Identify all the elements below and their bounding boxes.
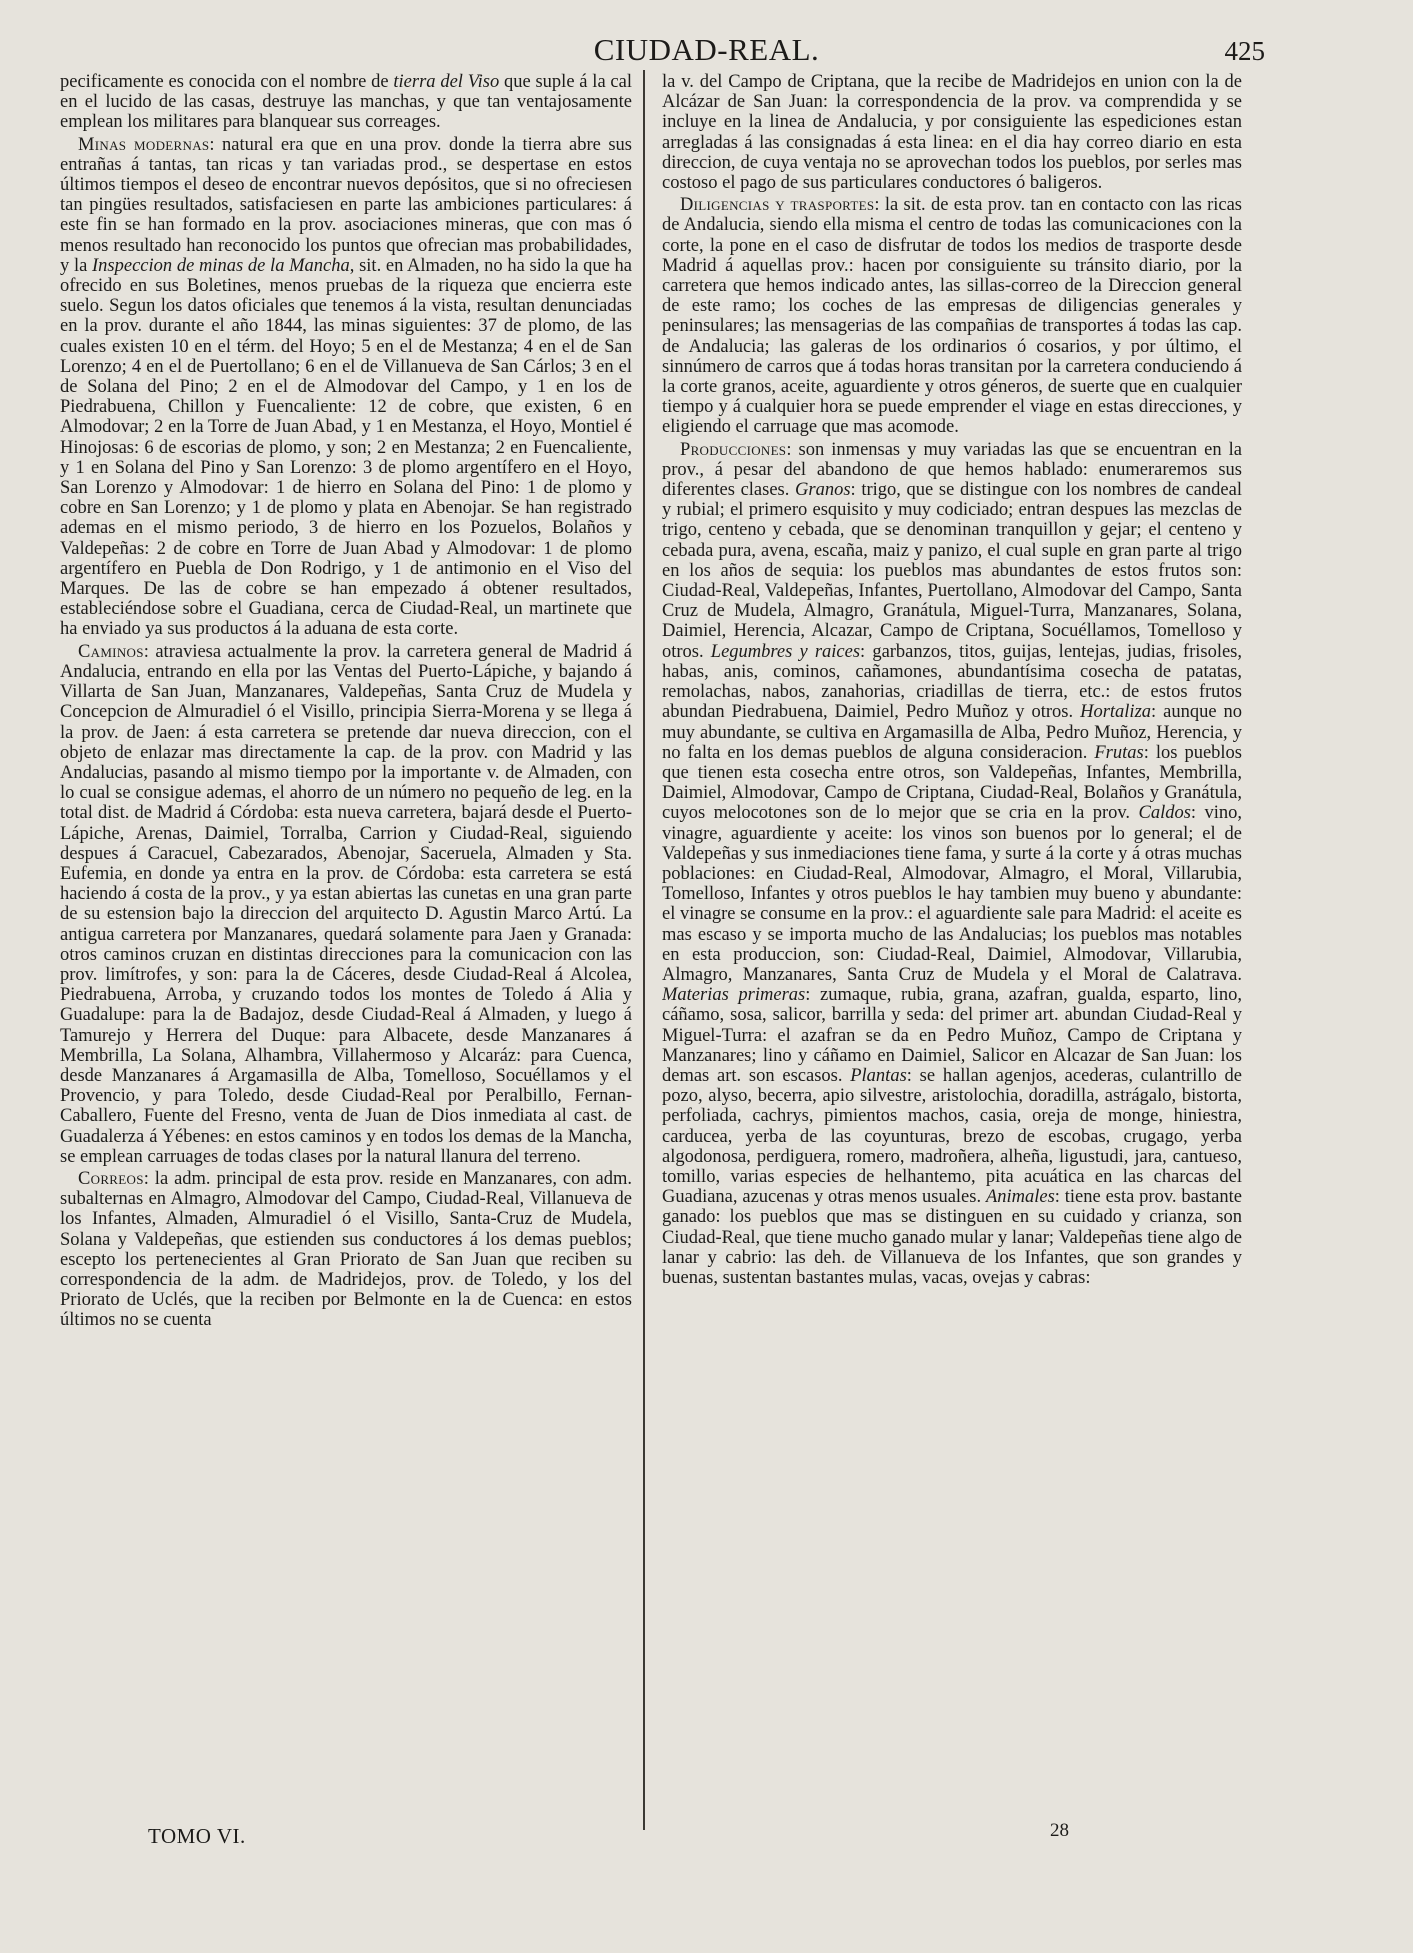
paragraph-text: : garbanzos, titos, guijas, lentejas, judias, frisoles, habas, anis, cominos, cañamones, abundantísima cosecha de patatas, remolachas, nabos, zanahorias, criadillas de tierra, etc.: de estos frutos abundan Piedrabuena, Daimiel, Pedro Muñoz y otros. bbox=[662, 641, 1242, 723]
left-column bbox=[60, 72, 632, 1818]
section-heading: Correos bbox=[78, 1168, 144, 1189]
section-heading: Producciones bbox=[680, 439, 787, 460]
paragraph bbox=[60, 135, 632, 640]
italic-term: Frutas bbox=[1094, 742, 1144, 763]
paragraph bbox=[662, 440, 1242, 1289]
paragraph-text: : atraviesa actualmente la prov. la carretera general de Madrid á Andalucia, entrando en ella por las Ventas del Puerto-Lápiche, y bajando á Villarta de San Juan, Manzanares, Valdepeñas, Santa Cruz de Mudela y Concepcion de Almuradiel ó el Visillo, principia Sierra-Morena y se llega á la prov. de Jaen: á esta carretera se pretende dar nueva direccion, con el objeto de enlazar mas directamente la cap. de la prov. con Madrid y las Andalucias, pasando al mismo tiempo por la importante v. de Almaden, con lo cual se consigue ademas, el ahorro de un número no pequeño de leg. en la total dist. de Madrid á Córdoba: esta nueva carretera, bajará desde el Puerto-Lápiche, Arenas, Daimiel, Torralba, Carrion y Ciudad-Real, siguiendo despues á Caracuel, Cabezarados, Abenojar, Saceruela, Almaden y Sta. Eufemia, en donde ya entra en la prov. de Córdoba: esta carretera se está haciendo á costa de la prov., y ya estan abiertas las cunetas en una gran parte de su estension bajo la direccion del arquitecto D. Agustin Marco Artú. La antigua carretera por Manzanares, quedará solamente para Jaen y Granada: otros caminos cruzan en distintas direcciones para la comunicacion con las prov. limítrofes, y son: para la de Cáceres, desde Ciudad-Real á Alcolea, Piedrabuena, Arroba, y cruzando todos los montes de Toledo á Alia y Guadalupe: para la de Badajoz, desde Ciudad-Real á Almaden, y luego á Tamurejo y Herrera del Duque: para Albacete, desde Manzanares á Membrilla, La Solana, Alhambra, Villahermoso y Alcaráz: para Cuenca, desde Manzanares á Argamasilla de Alba, Tomelloso, Socuéllamos y el Provencio, y para Toledo, desde Ciudad-Real por Peralbillo, Fernan-Caballero, Fuente del Fresno, venta de Juan de Dios inmediata al cast. de Guadalerza á Yébenes: en estos caminos y en todos los demas de la Mancha, se emplean carruages de todas clases por la natural llanura del terreno. bbox=[60, 641, 632, 1167]
paragraph bbox=[662, 72, 1242, 193]
page-number: 425 bbox=[1224, 36, 1265, 66]
paragraph-text: , sit. en Almaden, no ha sido la que ha ofrecido en sus Boletines, menos pruebas de la riqueza que encierra este suelo. Segun los datos oficiales que tenemos á la vista, resultan denunciadas en la prov. durante el año 1844, las minas siguientes: 37 de plomo, de las cuales existen 10 en el térm. del Hoyo; 5 en el de Mestanza; 4 en el de San Lorenzo; 4 en el de Puertollano; 6 en el de Villanueva de San Cárlos; 3 en el de Solana del Pino; 2 en el de Almodovar del Campo, y 1 en los de Piedrabuena, Chillon y Fuencaliente: 12 de cobre, que existen, 6 en Almodovar; 2 en la Torre de Juan Abad, y 1 en Mestanza, el Hoyo, Montiel é Hinojosas: 6 de escorias de plomo, y son; 2 en Mestanza; 2 en Fuencaliente, y 1 en Solana del Pino y San Lorenzo: 3 de plomo argentífero en el Hoyo, San Lorenzo y Almodovar: 1 de hierro en Solana del Pino: 1 de plomo y cobre en San Lorenzo; y 1 de plomo y plata en Abenojar. Se han registrado ademas en el mismo periodo, 3 de hierro en los Pozuelos, Bolaños y Valdepeñas: 2 de cobre en Torre de Juan Abad y Almodovar: 1 de plomo argentífero en Puebla de Don Rodrigo, y 1 de antimonio en el Viso del Marques. De las de cobre se han empezado á obtener resultados, estableciéndose sobre el Guadiana, cerca de Ciudad-Real, un martinete que ha enviado ya sus productos á la aduana de esta corte. bbox=[60, 255, 632, 640]
paragraph-text: : se hallan agenjos, acederas, culantrillo de pozo, alyso, becerra, apio silvestre, aristolochia, doradilla, astrágalo, bistorta, perfoliada, cachrys, pimientos machos, casia, oreja de monge, hiniestra, carducea, yerba de las coyunturas, brezo de escobas, crugago, yerba algodonosa, perdiguera, romero, madroñera, alheña, ligustudi, jara, cantueso, tomillo, varias especies de helhantemo, pita acuática en las charcas del Guadiana, azucenas y otras menos usuales. bbox=[662, 1065, 1242, 1208]
paragraph-text: : trigo, que se distingue con los nombres de candeal y rubial; el primero esquisito y muy codiciado; entran despues las mezclas de trigo, centeno y cebada, que se denominan tranquillon y gejar; el centeno y cebada pura, avena, escaña, maiz y panizo, el cual suple en gran parte al trigo en los años de sequia: los pueblos mas abundantes de estos frutos son: Ciudad-Real, Valdepeñas, Infantes, Puertollano, Almodovar del Campo, Santa Cruz de Mudela, Almagro, Granátula, Miguel-Turra, Manzanares, Solana, Daimiel, Herencia, Alcazar, Campo de Criptana, Socuéllamos, Tomelloso y otros. bbox=[662, 480, 1242, 662]
paragraph-text: : vino, vinagre, aguardiente y aceite: los vinos son buenos por lo general; el de Valdepeñas y sus inmediaciones tiene fama, y surte á la corte y á otras muchas poblaciones: en Ciudad-Real, Almodovar, Almagro, el Moral, Villarubia, Tomelloso, Infantes y otros pueblos le hay tambien muy bueno y abundante: el vinagre se consume en la prov.: el aguardiente sale para Madrid: el aceite es mas escaso y se importa mucho de las Andalucias; los pueblos mas notables en esta produccion, son: Ciudad-Real, Daimiel, Almodovar, Villarubia, Almagro, Manzanares, Santa Cruz de Mudela y el Moral de Calatrava. bbox=[662, 803, 1242, 985]
section-heading: Diligencias y trasportes bbox=[680, 195, 875, 216]
paragraph bbox=[60, 642, 632, 1167]
running-head bbox=[0, 30, 1413, 70]
paragraph-text: : la adm. principal de esta prov. reside en Manzanares, con adm. subalternas en Almagro, Almodovar del Campo, Ciudad-Real, Villanueva de los Infantes, Almaden, Almuradiel ó el Visillo, Santa-Cruz de Mudela, Solana y Valdepeñas, que estienden sus conductores á los demas pueblos; escepto los pertenecientes al Gran Priorato de San Juan que reciben su correspondencia de la adm. de Madridejos, prov. de Toledo, y los del Priorato de Uclés, que la reciben por Belmonte en la de Cuenca: en estos últimos no se cuenta bbox=[60, 1168, 632, 1331]
italic-term: Inspeccion de minas de la Mancha bbox=[92, 255, 350, 276]
signature-mark: 28 bbox=[1050, 1820, 1069, 1841]
paragraph-text: : natural era que en una prov. donde la tierra abre sus entrañas á tantas, tan ricas y tan variadas prod., se despertase en estos últimos tiempos el deseo de encontrar nuevos depósitos, que si no ofreciesen tan pingües resultados, satisfaciesen en parte las ambiciones particulares: á este fin se han formado en la prov. asociaciones mineras, que con mas ó menos resultado han reconocido los puntos que ofrecian mas probabilidades, y la bbox=[60, 134, 632, 276]
right-column bbox=[662, 72, 1242, 1818]
column-divider bbox=[643, 70, 645, 1830]
paragraph bbox=[60, 1169, 632, 1331]
paragraph bbox=[60, 72, 632, 133]
paragraph-text: pecificamente es conocida con el nombre de bbox=[60, 72, 394, 92]
paragraph-text: : son inmensas y muy variadas las que se encuentran en la prov., á pesar del abandono de que hemos hablado: enumeraremos sus diferentes clases. bbox=[662, 439, 1242, 501]
italic-term: Plantas bbox=[850, 1065, 907, 1086]
italic-term: Materias primeras bbox=[662, 985, 806, 1006]
paragraph-text: : tiene esta prov. bastante ganado: los pueblos que mas se distinguen en su cuidado y crianza, son Ciudad-Real, que tiene mucho ganado mular y lanar; Valdepeñas tiene algo de lanar y cabrio: las deh. de Villanueva de los Infantes, que son grandes y buenas, sustentan bastantes mulas, vacas, ovejas y cabras: bbox=[662, 1187, 1242, 1288]
paragraph bbox=[662, 195, 1242, 437]
paragraph-text: : los pueblos que tienen esta cosecha entre otros, son Valdepeñas, Infantes, Membrilla, Daimiel, Almodovar, Campo de Criptana, Ciudad-Real, Bolaños y Granátula, cuyos melocotones son de lo mejor que se cria en la prov. bbox=[662, 742, 1242, 824]
italic-term: Granos bbox=[795, 480, 851, 501]
italic-term: Legumbres y raices bbox=[710, 641, 861, 662]
paragraph-text: la v. del Campo de Criptana, que la recibe de Madridejos en union con la de Alcázar de San Juan: la correspondencia de la prov. va comprendida y se incluye en la linea de Andalucia, y por consiguiente las espediciones estan arregladas á las consignadas á esta linea: en el dia hay correo diario en esta direccion, de cuya ventaja no se aprovechan todos los pueblos, por serles mas costoso el pago de sus particulares conductores ó baligeros. bbox=[662, 72, 1242, 194]
italic-term: Animales bbox=[985, 1187, 1055, 1208]
paragraph-text: : zumaque, rubia, grana, azafran, gualda, esparto, lino, cáñamo, sosa, salicor, barrilla y seda: del primer art. abundan Ciudad-Real y Miguel-Turra: el azafran se da en Pedro Muñoz, Campo de Criptana y Manzanares; lino y cáñamo en Daimiel, Salicor en Alcazar de San Juan: los demas art. son escasos. bbox=[662, 985, 1242, 1086]
running-title: CIUDAD-REAL. bbox=[593, 32, 820, 67]
section-heading: Minas modernas bbox=[78, 134, 210, 155]
italic-term: tierra del Viso bbox=[393, 72, 500, 92]
volume-label: TOMO VI. bbox=[148, 1824, 246, 1848]
section-heading: Caminos bbox=[78, 641, 144, 662]
italic-term: Hortaliza bbox=[1080, 702, 1152, 723]
paragraph-text: que suple á la cal en el lucido de las casas, destruye las manchas, y que tan ventajosamente emplean los militares para blanquear sus correages. bbox=[60, 72, 632, 133]
italic-term: Caldos bbox=[1138, 803, 1191, 824]
paragraph-text: : la sit. de esta prov. tan en contacto con las ricas de Andalucia, siendo ella misma el centro de todas las comunicaciones con la corte, la pone en el caso de disfrutar de todos los medios de trasporte desde Madrid á aquellas prov.: hacen por consiguiente su tránsito diario, por la carretera que hemos indicado antes, las sillas-correo de la Direccion general de este ramo; los coches de las empresas de diligencias generales y peninsulares; las mensagerias de las compañias de transportes á todas las cap. de Andalucia; las galeras de los ordinarios ó cosarios, y por último, el sinnúmero de carros que á todas horas transitan por la carretera conduciendo á la corte granos, aceite, aguardiente y otros géneros, de suerte que en cualquier tiempo y á cualquier hora se puede emprender el viage en estas direcciones, y eligiendo el carruage que mas acomode. bbox=[662, 195, 1242, 438]
paragraph-text: : aunque no muy abundante, se cultiva en Argamasilla de Alba, Pedro Muñoz, Herencia, y no falta en los demas pueblos de alguna consideracion. bbox=[662, 702, 1242, 763]
